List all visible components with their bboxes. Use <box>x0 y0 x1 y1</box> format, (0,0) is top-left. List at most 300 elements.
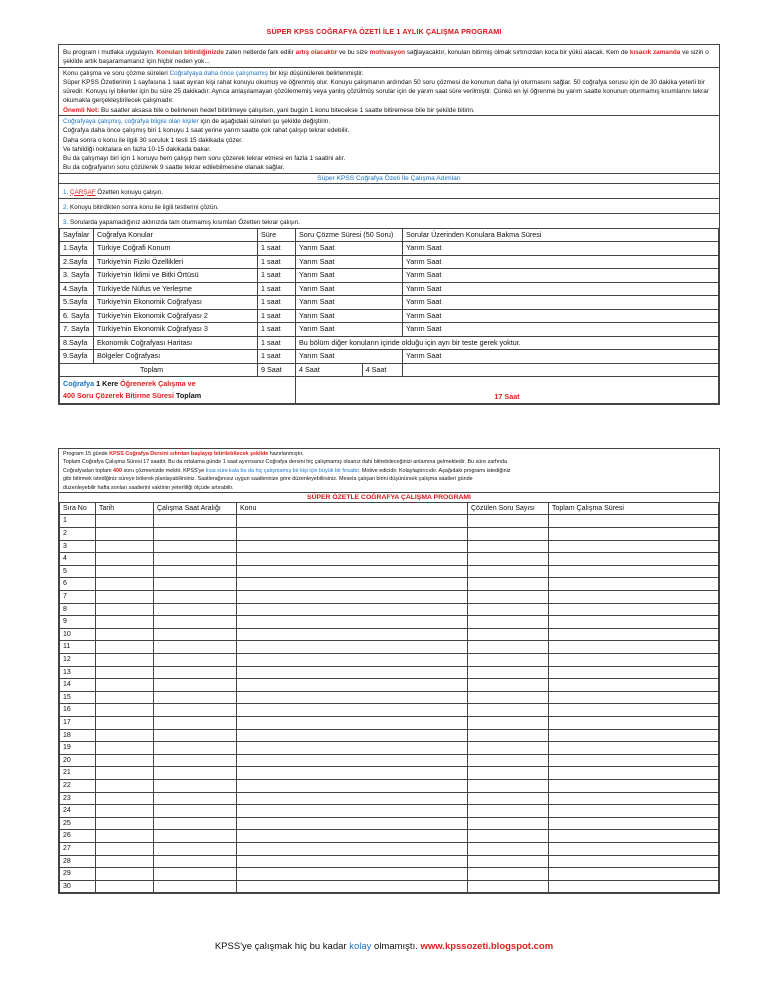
schedule-cell[interactable] <box>237 754 468 767</box>
steps-header: Süper KPSS Coğrafya Özeti İle Çalışma Adımları <box>59 173 719 183</box>
schedule-row <box>60 779 719 792</box>
row-number: 7 <box>60 591 96 604</box>
schedule-cell[interactable] <box>154 868 237 881</box>
schedule-cell[interactable] <box>154 691 237 704</box>
table-cell: 7. Sayfa <box>60 323 94 337</box>
table-row <box>60 336 719 350</box>
schedule-row <box>60 578 719 591</box>
schedule-row <box>60 565 719 578</box>
schedule-cell[interactable] <box>96 742 154 755</box>
table-cell: Yarım Saat <box>403 242 719 256</box>
schedule-cell[interactable] <box>549 553 719 566</box>
schedule-cell[interactable] <box>468 767 549 780</box>
schedule-cell[interactable] <box>96 679 154 692</box>
schedule-cell[interactable] <box>96 591 154 604</box>
schedule-cell[interactable] <box>96 754 154 767</box>
schedule-cell[interactable] <box>154 880 237 893</box>
table-cell: Yarım Saat <box>403 282 719 296</box>
row-number: 30 <box>60 880 96 893</box>
table-cell: Yarım Saat <box>296 296 403 310</box>
table-row <box>60 323 719 337</box>
row-number: 17 <box>60 716 96 729</box>
table-cell: Türkiye'nin Ekonomik Coğrafyası 3 <box>94 323 258 337</box>
table-cell: Ekonomik Coğrafyası Haritası <box>94 336 258 350</box>
schedule-cell[interactable] <box>468 641 549 654</box>
table-cell: 1 saat <box>258 323 296 337</box>
total-label: Toplam <box>60 363 258 377</box>
step-2: 2. Konuyu bitirdikten sonra konu ile ilgili testlerini çözün. <box>59 198 719 213</box>
schedule-cell[interactable] <box>549 792 719 805</box>
row-number: 27 <box>60 842 96 855</box>
schedule-cell[interactable] <box>549 578 719 591</box>
schedule-cell[interactable] <box>237 779 468 792</box>
schedule-cell[interactable] <box>237 691 468 704</box>
table-cell: Yarım Saat <box>403 296 719 310</box>
schedule-cell[interactable] <box>237 842 468 855</box>
schedule-cell[interactable] <box>549 880 719 893</box>
schedule-cell[interactable] <box>468 855 549 868</box>
schedule-cell[interactable] <box>237 616 468 629</box>
schedule-cell[interactable] <box>549 754 719 767</box>
schedule-header <box>60 502 719 515</box>
schedule-cell[interactable] <box>96 628 154 641</box>
schedule-cell[interactable] <box>549 666 719 679</box>
schedule-cell[interactable] <box>237 868 468 881</box>
schedule-cell[interactable] <box>154 641 237 654</box>
intro-paragraph-2: Konu çalışma ve soru çözme süreleri Coğrafyaya daha önce çalışmamış bir kişi düşünülerek belirlenmiştir. Süper KPSS Özetlerinin 1 sayfasına 1 saat ayıran kişi rahat konuyu okumuş ve öğrenmiş olur. Konuyu çalışmanın ardından 50 soru çözmesi de konunun daha iyi oturmasını sağlar. 50 coğrafya sorusu için de 30 dakika yeterli bir süredir. Konuyu iyi bilenler için bu süre 25 dakikadır. Ayrıca anlaşılamayan çözülememiş veya yanlış çözülmüş sorular için de yarım saat süre verilmiştir. Çünkü en iyi öğrenme bu yarım saatte konunun oturmamış kısımlarını tekrar okumakla gerçekleştirilecek çalışmadır. Önemli Not: Bu saatler aksasa bile o belirlenen hedef bitirilmeye çalışılsın, yani bugün 1 konu bitecekse 1 saatte bitiremese bile bir şekilde bitirin. <box>59 67 719 115</box>
schedule-cell[interactable] <box>237 603 468 616</box>
schedule-cell[interactable] <box>154 616 237 629</box>
table-cell: Yarım Saat <box>296 255 403 269</box>
schedule-cell[interactable] <box>96 553 154 566</box>
schedule-cell[interactable] <box>154 628 237 641</box>
row-number: 15 <box>60 691 96 704</box>
table-cell: 2.Sayfa <box>60 255 94 269</box>
row-number: 10 <box>60 628 96 641</box>
schedule-cell[interactable] <box>154 817 237 830</box>
table-cell: 3. Sayfa <box>60 269 94 283</box>
intro-paragraph-3: Coğrafyaya çalışmış, coğrafya bilgisi olan kişiler için de aşağıdaki süreleri şu şekilde değiştirin. Coğrafya daha önce çalışmış biri 1 konuyu 1 saat yerine yarım saatte çok rahat çalışıp tekrar edebilir. Daha sonra o konu ile ilgili 30 soruluk 1 testi 15 dakikada çözer. Ve tahildiği noktalara en fazla 10-15 dakikada bakar. Bu da çalışmayı biri için 1 konuyu hem çalışıp hem soru çözerek tekrar etmesi en fazla 1 saatini alır. Bu da coğrafyanın soru çözülerek 9 saatte tekrar edilebilmesine olanak sağlar. <box>59 115 719 173</box>
schedule-cell[interactable] <box>154 779 237 792</box>
schedule-row <box>60 691 719 704</box>
table-cell: Yarım Saat <box>296 350 403 364</box>
schedule-row <box>60 716 719 729</box>
schedule-row <box>60 754 719 767</box>
schedule-cell[interactable] <box>96 817 154 830</box>
schedule-cell[interactable] <box>237 805 468 818</box>
schedule-cell[interactable] <box>96 691 154 704</box>
schedule-cell[interactable] <box>468 679 549 692</box>
schedule-cell[interactable] <box>96 578 154 591</box>
schedule-cell[interactable] <box>96 616 154 629</box>
schedule-cell[interactable] <box>154 767 237 780</box>
schedule-cell[interactable] <box>154 742 237 755</box>
schedule-cell[interactable] <box>96 805 154 818</box>
header-cell: Konu <box>237 502 468 515</box>
schedule-title: SÜPER ÖZETLE COĞRAFYA ÇALIŞMA PROGRAMI <box>59 492 719 502</box>
schedule-cell[interactable] <box>549 528 719 541</box>
row-number: 6 <box>60 578 96 591</box>
schedule-cell[interactable] <box>468 805 549 818</box>
schedule-cell[interactable] <box>96 540 154 553</box>
table-cell: 1 saat <box>258 350 296 364</box>
table-cell: 1.Sayfa <box>60 242 94 256</box>
schedule-cell[interactable] <box>237 830 468 843</box>
schedule-row <box>60 679 719 692</box>
row-number: 18 <box>60 729 96 742</box>
row-number: 9 <box>60 616 96 629</box>
schedule-cell[interactable] <box>237 654 468 667</box>
table-cell: 1 saat <box>258 296 296 310</box>
schedule-cell[interactable] <box>468 540 549 553</box>
schedule-row <box>60 628 719 641</box>
intro-box <box>58 44 720 405</box>
table-cell: Yarım Saat <box>403 350 719 364</box>
schedule-cell[interactable] <box>468 515 549 528</box>
schedule-cell[interactable] <box>237 578 468 591</box>
table-cell: 9.Sayfa <box>60 350 94 364</box>
table-row <box>60 255 719 269</box>
schedule-cell[interactable] <box>549 716 719 729</box>
schedule-cell[interactable] <box>237 855 468 868</box>
schedule-row <box>60 641 719 654</box>
schedule-cell[interactable] <box>237 704 468 717</box>
schedule-cell[interactable] <box>154 805 237 818</box>
schedule-cell[interactable] <box>154 855 237 868</box>
schedule-cell[interactable] <box>237 591 468 604</box>
program-box <box>58 448 720 894</box>
table-cell: 4.Sayfa <box>60 282 94 296</box>
schedule-cell[interactable] <box>468 742 549 755</box>
schedule-cell[interactable] <box>549 842 719 855</box>
header-cell: Çalışma Saat Aralığı <box>154 502 237 515</box>
table-cell: Yarım Saat <box>296 242 403 256</box>
schedule-cell[interactable] <box>237 553 468 566</box>
schedule-cell[interactable] <box>237 742 468 755</box>
final-row <box>60 377 719 404</box>
schedule-cell[interactable] <box>154 553 237 566</box>
intro-paragraph-1: Bu program i mutlaka uygulayın. Konuları bitirdiğinizde zaten netlerde fark edilir artış olacaktır ve bu size motivasyon sağlayacaktır, konuları bitirmiş olmak sırtınızdan koca bir yükü alacak. Kem de kısacık zamanda ve sizin o şekilde artık başaramamanız için hiçbir neden yok... <box>63 49 709 66</box>
row-number: 16 <box>60 704 96 717</box>
schedule-cell[interactable] <box>96 515 154 528</box>
final-label: Coğrafya 1 Kere Öğrenerek Çalışma ve 400 Soru Çözerek Bitirme Süresi Toplam <box>60 377 296 404</box>
schedule-cell[interactable] <box>549 742 719 755</box>
header-cell: Coğrafya Konular <box>94 228 258 242</box>
row-number: 14 <box>60 679 96 692</box>
schedule-cell[interactable] <box>154 515 237 528</box>
row-number: 21 <box>60 767 96 780</box>
schedule-row <box>60 553 719 566</box>
schedule-cell[interactable] <box>154 603 237 616</box>
schedule-cell[interactable] <box>468 868 549 881</box>
step-3: 3. Sorularda yapamadığınız aklınızda tam oturmamış kısımları Özetten tekrar çalışın. <box>59 213 719 228</box>
schedule-cell[interactable] <box>549 603 719 616</box>
schedule-row <box>60 742 719 755</box>
schedule-cell[interactable] <box>154 666 237 679</box>
schedule-cell[interactable] <box>468 792 549 805</box>
header-cell: Sorular Üzerinden Konulara Bakma Süresi <box>403 228 719 242</box>
schedule-cell[interactable] <box>549 729 719 742</box>
header-cell: Çözülen Soru Sayısı <box>468 502 549 515</box>
table-cell: Türkiye Coğrafi Konum <box>94 242 258 256</box>
schedule-table <box>59 502 719 893</box>
schedule-cell[interactable] <box>549 868 719 881</box>
step-1: 1. ÇARŞAF Özetten konuyu çalışın. <box>59 183 719 198</box>
schedule-cell[interactable] <box>549 565 719 578</box>
schedule-row <box>60 616 719 629</box>
schedule-cell[interactable] <box>468 628 549 641</box>
schedule-row <box>60 855 719 868</box>
schedule-cell[interactable] <box>154 679 237 692</box>
schedule-cell[interactable] <box>154 830 237 843</box>
table-cell: Türkiye'nin Ekonomik Coğrafyası <box>94 296 258 310</box>
schedule-cell[interactable] <box>154 528 237 541</box>
schedule-cell[interactable] <box>154 716 237 729</box>
schedule-cell[interactable] <box>154 565 237 578</box>
schedule-row <box>60 830 719 843</box>
schedule-cell[interactable] <box>549 817 719 830</box>
table-row <box>60 309 719 323</box>
schedule-cell[interactable] <box>468 565 549 578</box>
schedule-row <box>60 704 719 717</box>
schedule-cell[interactable] <box>96 654 154 667</box>
table-cell: Yarım Saat <box>403 323 719 337</box>
row-number: 20 <box>60 754 96 767</box>
header-cell: Sayfalar <box>60 228 94 242</box>
schedule-cell[interactable] <box>237 515 468 528</box>
table-cell: 6. Sayfa <box>60 309 94 323</box>
final-total: 17 Saat <box>296 377 719 404</box>
table-cell: Yarım Saat <box>296 309 403 323</box>
schedule-row <box>60 805 719 818</box>
schedule-cell[interactable] <box>96 528 154 541</box>
table-cell: Türkiye'nin İklimi ve Bitki Örtüsü <box>94 269 258 283</box>
schedule-row <box>60 868 719 881</box>
total-cell: 4 Saat <box>362 363 402 377</box>
schedule-row <box>60 767 719 780</box>
schedule-cell[interactable] <box>468 779 549 792</box>
schedule-cell[interactable] <box>237 641 468 654</box>
schedule-cell[interactable] <box>96 729 154 742</box>
table-cell: 1 saat <box>258 336 296 350</box>
row-number: 25 <box>60 817 96 830</box>
total-row <box>60 363 719 377</box>
schedule-cell[interactable] <box>237 817 468 830</box>
header-cell: Toplam Çalışma Süresi <box>549 502 719 515</box>
schedule-cell[interactable] <box>549 779 719 792</box>
schedule-cell[interactable] <box>154 591 237 604</box>
schedule-row <box>60 666 719 679</box>
row-number: 8 <box>60 603 96 616</box>
table-cell: Yarım Saat <box>296 323 403 337</box>
schedule-cell[interactable] <box>468 603 549 616</box>
table-cell: Bölgeler Coğrafyası <box>94 350 258 364</box>
schedule-row <box>60 591 719 604</box>
website-link[interactable]: www.kpssozeti.blogspot.com <box>420 941 554 952</box>
table-row <box>60 282 719 296</box>
schedule-cell[interactable] <box>549 830 719 843</box>
empty-cell <box>403 363 719 377</box>
schedule-cell[interactable] <box>549 691 719 704</box>
schedule-cell[interactable] <box>96 880 154 893</box>
schedule-cell[interactable] <box>237 565 468 578</box>
table-cell: 8.Sayfa <box>60 336 94 350</box>
table-cell: Türkiye'nin Ekonomik Coğrafyası 2 <box>94 309 258 323</box>
table-cell: Türkiye'nin Fiziki Özellikleri <box>94 255 258 269</box>
row-number: 29 <box>60 868 96 881</box>
schedule-cell[interactable] <box>468 553 549 566</box>
schedule-cell[interactable] <box>468 578 549 591</box>
schedule-cell[interactable] <box>468 528 549 541</box>
plan-table-header <box>60 228 719 242</box>
schedule-cell[interactable] <box>549 641 719 654</box>
schedule-cell[interactable] <box>468 716 549 729</box>
schedule-cell[interactable] <box>468 729 549 742</box>
schedule-cell[interactable] <box>154 729 237 742</box>
total-cell: 9 Saat <box>258 363 296 377</box>
row-number: 11 <box>60 641 96 654</box>
schedule-cell[interactable] <box>468 616 549 629</box>
schedule-cell[interactable] <box>237 767 468 780</box>
schedule-cell[interactable] <box>237 679 468 692</box>
schedule-cell[interactable] <box>96 868 154 881</box>
table-cell: Yarım Saat <box>296 269 403 283</box>
schedule-cell[interactable] <box>468 591 549 604</box>
row-number: 3 <box>60 540 96 553</box>
table-cell: 1 saat <box>258 309 296 323</box>
row-number: 26 <box>60 830 96 843</box>
schedule-row <box>60 880 719 893</box>
schedule-cell[interactable] <box>96 855 154 868</box>
schedule-cell[interactable] <box>96 830 154 843</box>
row-number: 5 <box>60 565 96 578</box>
table-cell: Yarım Saat <box>403 269 719 283</box>
schedule-cell[interactable] <box>237 666 468 679</box>
row-number: 12 <box>60 654 96 667</box>
schedule-cell[interactable] <box>549 679 719 692</box>
table-cell: Yarım Saat <box>403 309 719 323</box>
table-row <box>60 242 719 256</box>
table-cell: 1 saat <box>258 282 296 296</box>
header-cell: Süre <box>258 228 296 242</box>
schedule-cell[interactable] <box>237 716 468 729</box>
schedule-row <box>60 528 719 541</box>
schedule-cell[interactable] <box>549 515 719 528</box>
schedule-cell[interactable] <box>468 691 549 704</box>
schedule-cell[interactable] <box>154 540 237 553</box>
schedule-row <box>60 842 719 855</box>
schedule-cell[interactable] <box>237 880 468 893</box>
schedule-cell[interactable] <box>96 565 154 578</box>
schedule-cell[interactable] <box>549 540 719 553</box>
schedule-cell[interactable] <box>96 767 154 780</box>
schedule-cell[interactable] <box>549 591 719 604</box>
schedule-row <box>60 654 719 667</box>
row-number: 28 <box>60 855 96 868</box>
schedule-cell[interactable] <box>96 704 154 717</box>
schedule-row <box>60 515 719 528</box>
schedule-row <box>60 817 719 830</box>
schedule-cell[interactable] <box>549 628 719 641</box>
table-cell: 1 saat <box>258 242 296 256</box>
row-number: 2 <box>60 528 96 541</box>
schedule-cell[interactable] <box>549 616 719 629</box>
row-number: 23 <box>60 792 96 805</box>
schedule-cell[interactable] <box>154 754 237 767</box>
schedule-cell[interactable] <box>96 716 154 729</box>
header-cell: Tarih <box>96 502 154 515</box>
schedule-cell[interactable] <box>154 578 237 591</box>
schedule-cell[interactable] <box>96 779 154 792</box>
total-cell: 4 Saat <box>296 363 363 377</box>
schedule-cell[interactable] <box>549 654 719 667</box>
schedule-cell[interactable] <box>468 842 549 855</box>
row-number: 4 <box>60 553 96 566</box>
schedule-cell[interactable] <box>96 641 154 654</box>
schedule-row <box>60 540 719 553</box>
table-row <box>60 350 719 364</box>
schedule-row <box>60 792 719 805</box>
schedule-cell[interactable] <box>468 704 549 717</box>
table-cell: Yarım Saat <box>296 282 403 296</box>
table-cell: Yarım Saat <box>403 255 719 269</box>
schedule-cell[interactable] <box>237 729 468 742</box>
table-row <box>60 269 719 283</box>
schedule-cell[interactable] <box>96 842 154 855</box>
schedule-cell[interactable] <box>237 528 468 541</box>
schedule-row <box>60 729 719 742</box>
schedule-cell[interactable] <box>96 792 154 805</box>
schedule-cell[interactable] <box>549 805 719 818</box>
table-cell: 5.Sayfa <box>60 296 94 310</box>
schedule-cell[interactable] <box>237 792 468 805</box>
program-description: Program 15 günde KPSS Coğrafya Dersini sıfırdan başlayıp bitirilebilecek şekilde hazırlanmıştır. Toplam Coğrafya Çalışma Süresi 17 saattir. Bu da ortalama günde 1 saat ayırırsanız Coğrafya dersini hiç çalışmamış olsanız dahi bitirebileceğinizi anlamına gelmektedir. Bu süre zarfında Coğrafyadan toplam 400 soru çözmenizde mektir. KPSS'ye kısa süre kala bu da hiç çalışmamış bir kişi için büyük bir fırsattır. Motive edicidir. Kolaylaştırıcıdır. Aşağıdaki programı istediğiniz gibi bitirmek istediğiniz süreye bölerek planlayabilirsiniz. Saatlerağınısız uygun saatlerinize göre düzenleyebilirsiniz. Mesela çalışan birini düşünürsek çalışma saatleri günde düzenleyebilir hafta sonları saatlerini vaktinin yeterliliği ölçüde artırabilir. <box>63 451 511 491</box>
row-number: 19 <box>60 742 96 755</box>
row-number: 22 <box>60 779 96 792</box>
schedule-cell[interactable] <box>468 880 549 893</box>
plan-table <box>59 228 719 405</box>
table-cell: Türkiye'de Nüfus ve Yerleşme <box>94 282 258 296</box>
schedule-cell[interactable] <box>237 540 468 553</box>
page-title: SÜPER KPSS COĞRAFYA ÖZETİ İLE 1 AYLIK ÇALIŞMA PROGRAMI <box>266 27 502 36</box>
schedule-cell[interactable] <box>549 855 719 868</box>
footer: KPSS'ye çalışmak hiç bu kadar kolay olmamıştı. www.kpssozeti.blogspot.com <box>214 941 554 952</box>
schedule-cell[interactable] <box>154 654 237 667</box>
schedule-cell[interactable] <box>154 842 237 855</box>
row-number: 1 <box>60 515 96 528</box>
table-cell: 1 saat <box>258 269 296 283</box>
table-row <box>60 296 719 310</box>
schedule-cell[interactable] <box>549 704 719 717</box>
header-cell: Sıra No <box>60 502 96 515</box>
table-cell: 1 saat <box>258 255 296 269</box>
header-cell: Soru Çözme Süresi (50 Soru) <box>296 228 403 242</box>
schedule-cell[interactable] <box>468 830 549 843</box>
schedule-row <box>60 603 719 616</box>
schedule-cell[interactable] <box>154 704 237 717</box>
schedule-cell[interactable] <box>549 767 719 780</box>
schedule-cell[interactable] <box>154 792 237 805</box>
schedule-cell[interactable] <box>468 754 549 767</box>
schedule-cell[interactable] <box>468 654 549 667</box>
row-number: 13 <box>60 666 96 679</box>
schedule-cell[interactable] <box>237 628 468 641</box>
schedule-cell[interactable] <box>468 817 549 830</box>
schedule-cell[interactable] <box>96 666 154 679</box>
schedule-cell[interactable] <box>468 666 549 679</box>
row-number: 24 <box>60 805 96 818</box>
schedule-cell[interactable] <box>96 603 154 616</box>
